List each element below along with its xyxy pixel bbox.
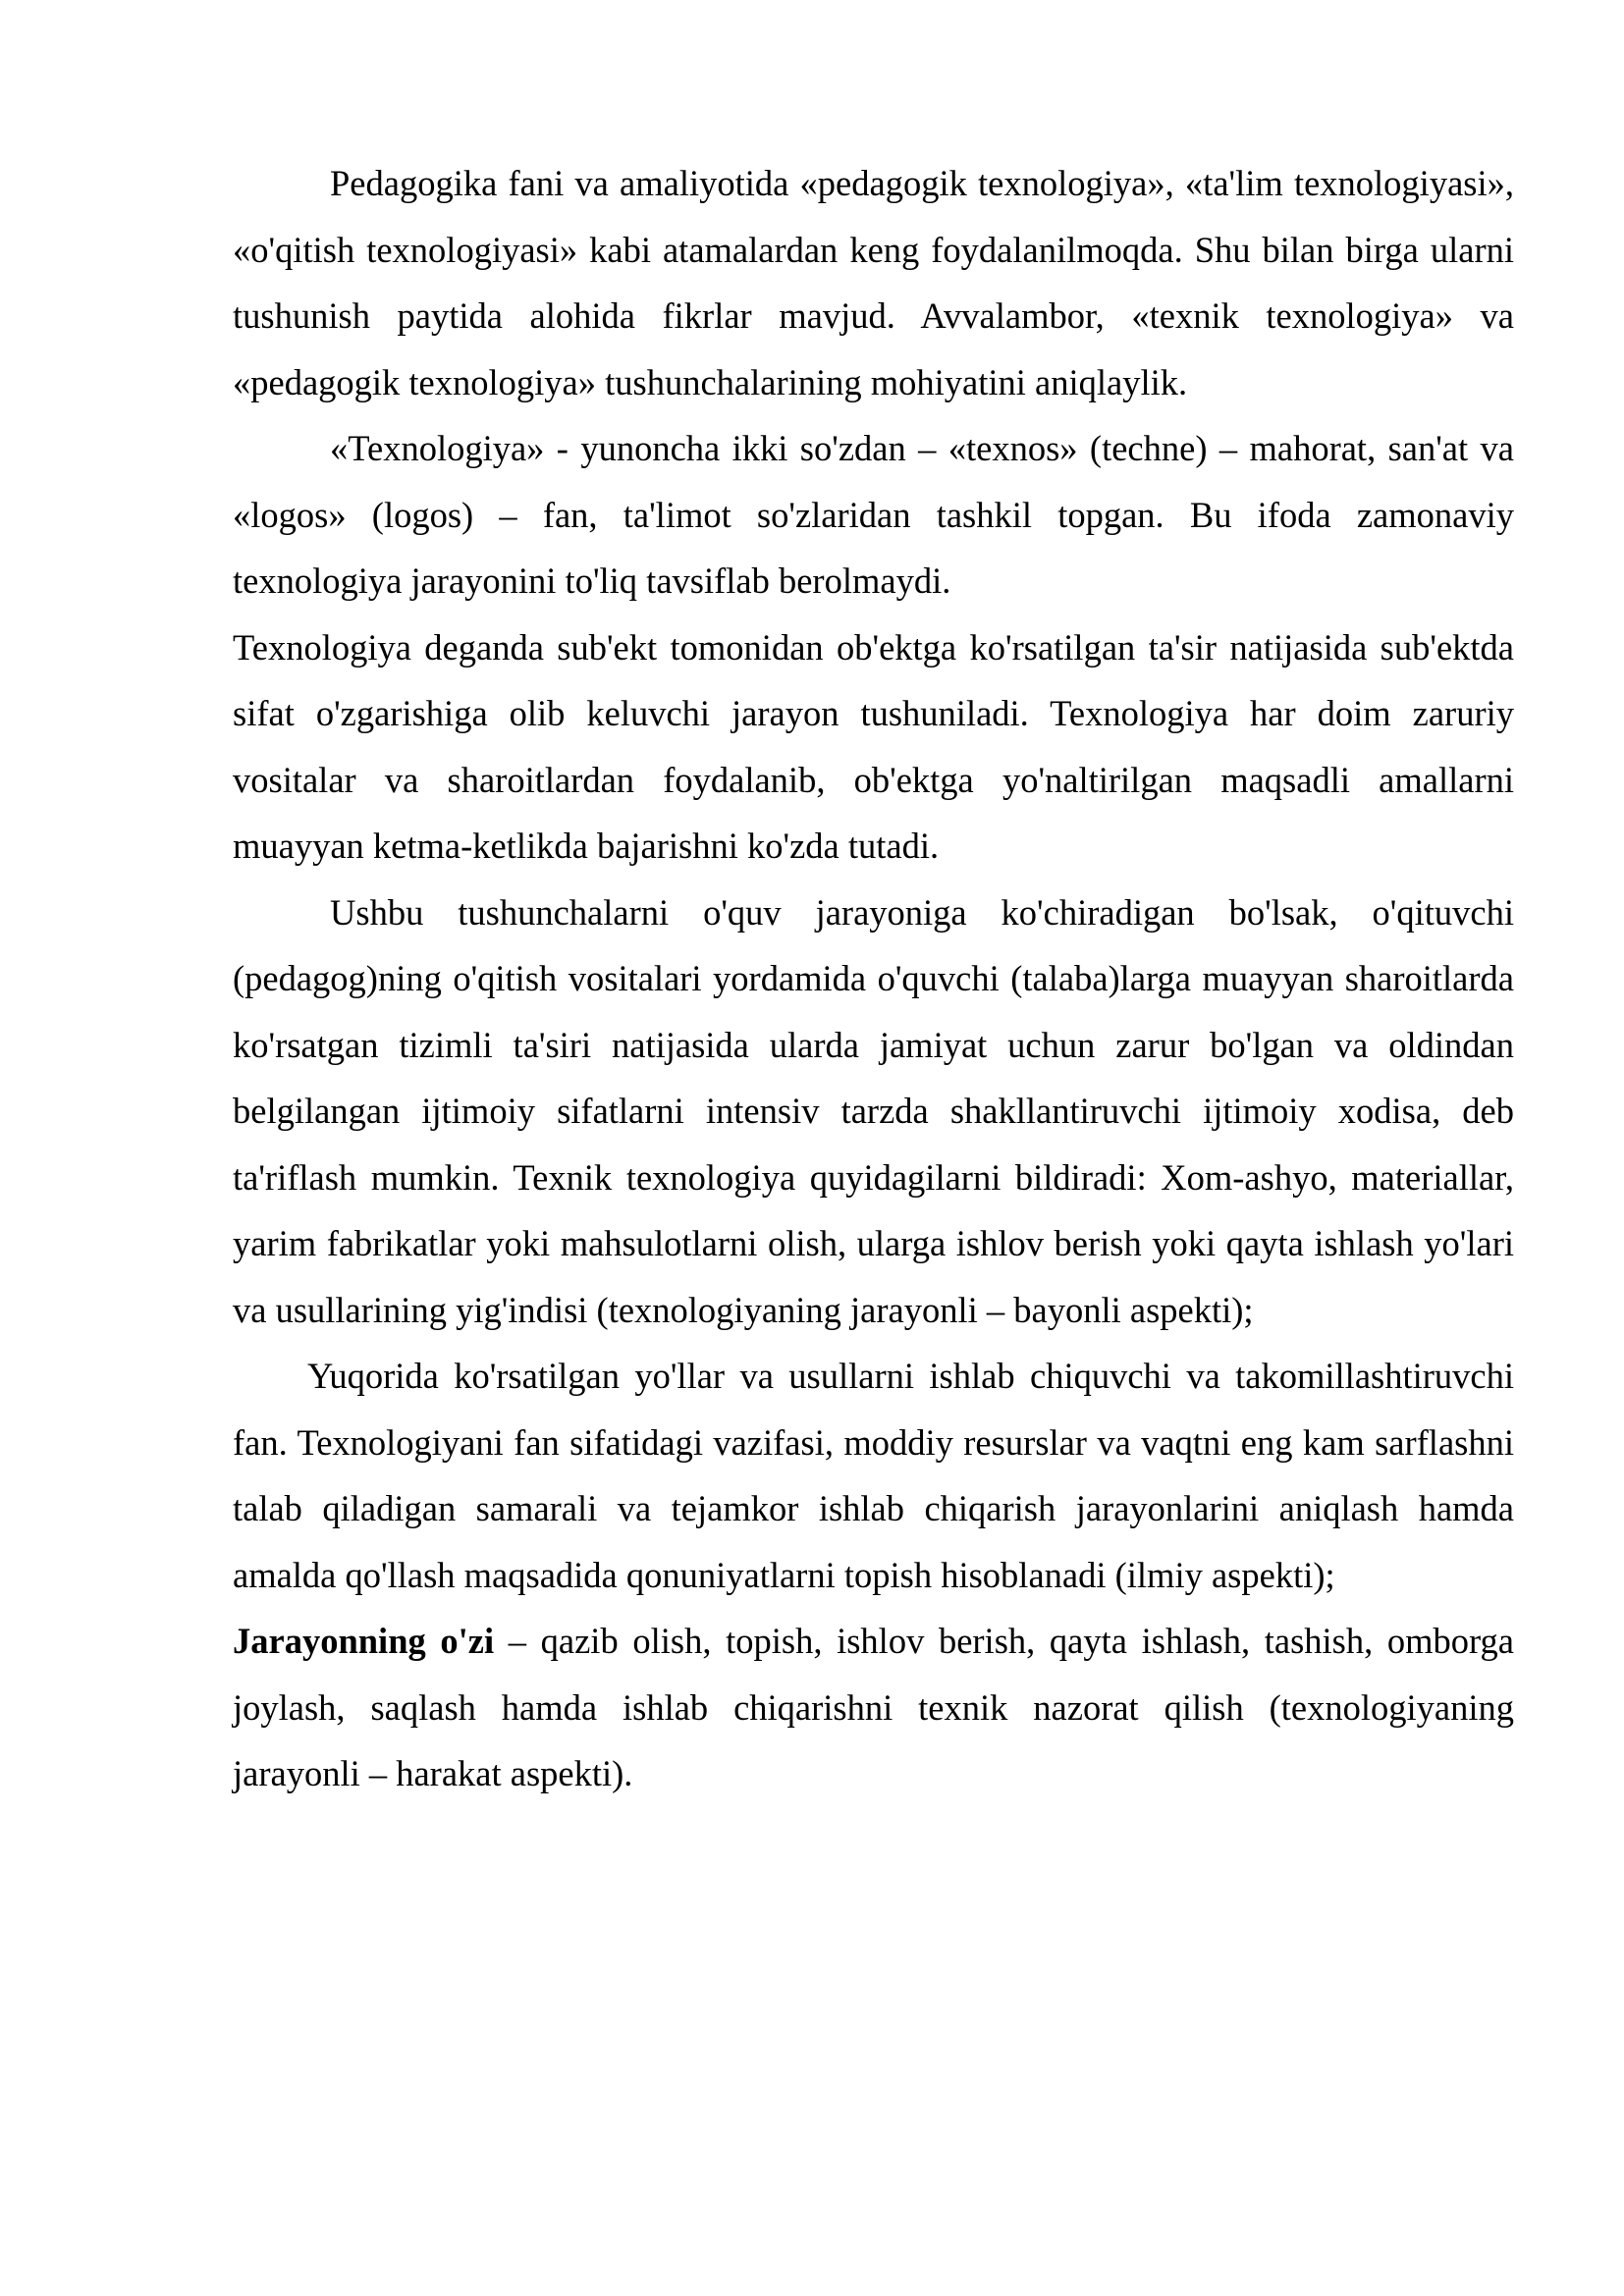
paragraph-process-itself	[233, 1608, 1514, 1807]
paragraph-technology-definition: Texnologiya deganda sub'ekt tomonidan ob'ektga ko'rsatilgan ta'sir natijasida sub'ektda sifat o'zgarishiga olib keluvchi jarayon tushuniladi. Texnologiya har doim zaruriy vositalar va sharoitlardan foydalanib, ob'ektga yo'naltirilgan maqsadli amallarni muayyan ketma-ketlikda bajarishni ko'zda tutadi.	[233, 626, 1514, 866]
paragraph-scientific-aspect: Yuqorida ko'rsatilgan yo'llar va usullarni ishlab chiquvchi va takomillashtiruvchi fan. Texnologiyani fan sifatidagi vazifasi, moddiy resurslar va vaqtni eng kam sarflashni talab qiladigan samarali va tejamkor ishlab chiqarish jarayonlarini aniqlash hamda amalda qo'llash maqsadida qonuniyatlarni topish hisoblanadi (ilmiy aspekti);	[233, 1356, 1514, 1595]
paragraph-pedagogical-technology-intro: Pedagogika fani va amaliyotida «pedagogik texnologiya», «ta'lim texnologiyasi», «o'qitish texnologiyasi» kabi atamalardan keng foydalanilmoqda. Shu bilan birga ularni tushunish paytida alohida fikrlar mavjud. Avvalambor, «texnik texnologiya» va «pedagogik texnologiya» tushunchalarining mohiyatini aniqlaylik.	[233, 163, 1514, 402]
paragraph-educational-process: Ushbu tushunchalarni o'quv jarayoniga ko'chiradigan bo'lsak, o'qituvchi (pedagog)ning o'qitish vositalari yordamida o'quvchi (talaba)larga muayyan sharoitlarda ko'rsatgan tizimli ta'siri natijasida ularda jamiyat uchun zarur bo'lgan va oldindan belgilangan ijtimoiy sifatlarni intensiv tarzda shakllantiruvchi ijtimoiy xodisa, deb ta'riflash mumkin. Texnik texnologiya quyidagilarni bildiradi: Xom-ashyo, materiallar, yarim fabrikatlar yoki mahsulotlarni olish, ularga ishlov berish yoki qayta ishlash yo'lari va usullarining yig'indisi (texnologiyaning jarayonli – bayonli aspekti);	[233, 891, 1514, 1330]
document-body	[233, 150, 1514, 1807]
paragraph-process-text: – qazib olish, topish, ishlov berish, qayta ishlash, tashish, omborga joylash, saqlash hamda ishlab chiqarishni texnik nazorat qilish (texnologiyaning jarayonli – harakat aspekti).	[233, 1621, 1514, 1793]
paragraph-technology-etymology: «Texnologiya» - yunoncha ikki so'zdan – «texnos» (techne) – mahorat, san'at va «logos» (logos) – fan, ta'limot so'zlaridan tashkil topgan. Bu ifoda zamonaviy texnologiya jarayonini to'liq tavsiflab berolmaydi.	[233, 428, 1514, 601]
paragraph-lead-term: Jarayonning o'zi	[233, 1621, 495, 1661]
